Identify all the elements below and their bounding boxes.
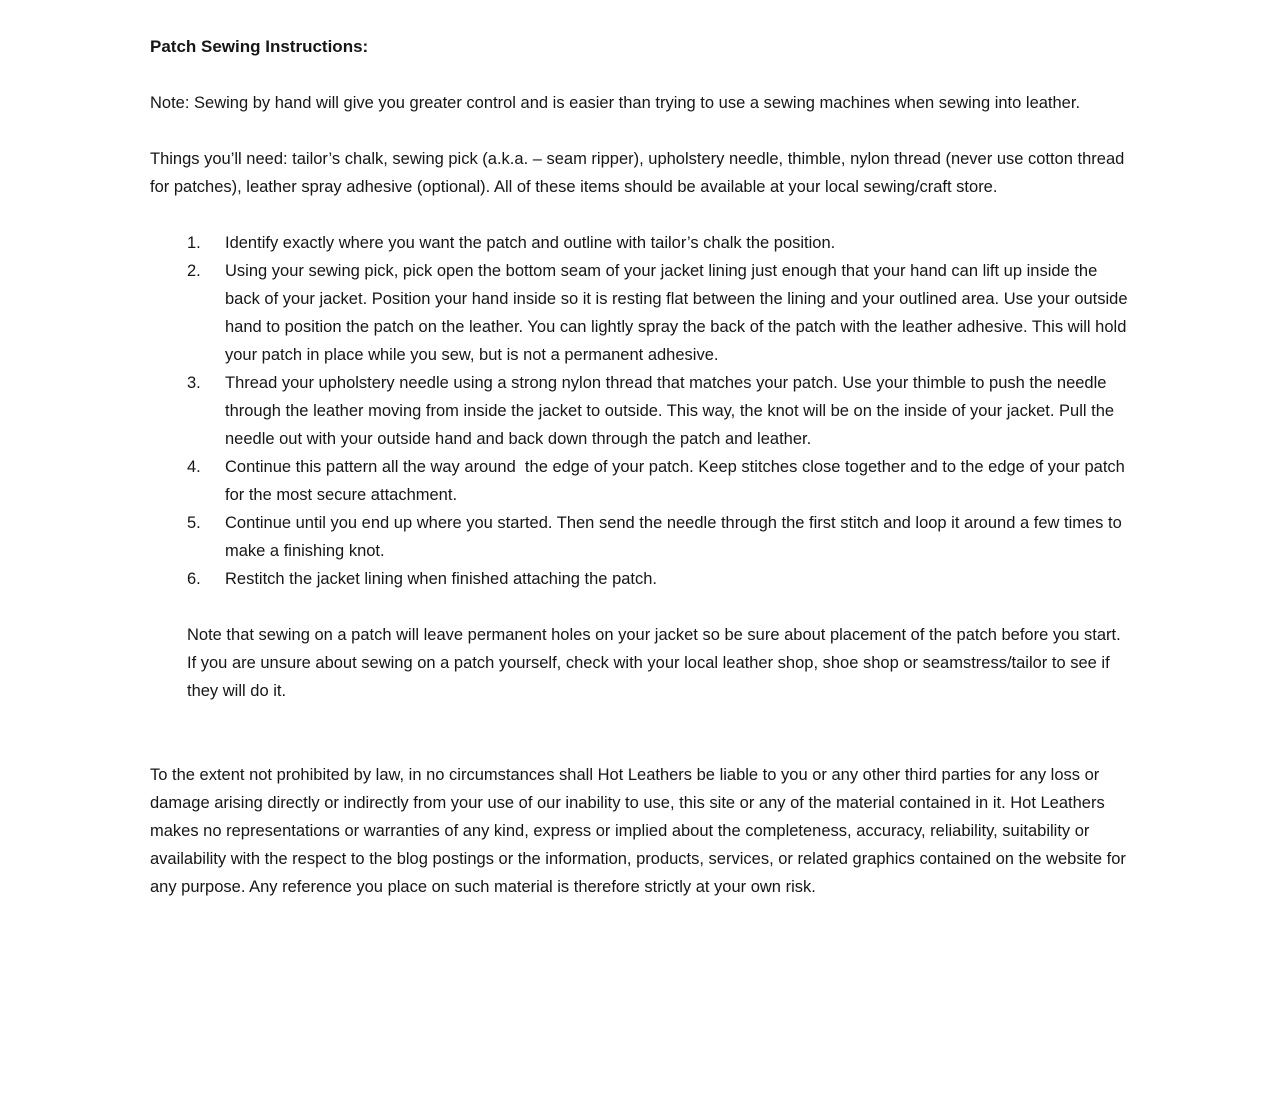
step-item-5	[150, 509, 1128, 565]
step-item-1	[150, 229, 1128, 257]
page-title: Patch Sewing Instructions:	[150, 37, 369, 56]
step-text: Continue until you end up where you started. Then send the needle through the first stitch and loop it around a few times to make a finishing knot.	[225, 514, 1127, 560]
step-text: Continue this pattern all the way around the edge of your patch. Keep stitches close together and to the edge of your patch for the most secure attachment.	[225, 458, 1130, 504]
step-number: 4.	[187, 458, 201, 476]
unsure-note-paragraph: If you are unsure about sewing on a patch yourself, check with your local leather shop, shoe shop or seamstress/tailor to see if they will do it.	[187, 654, 1110, 700]
step-text: Identify exactly where you want the patch and outline with tailor’s chalk the position.	[225, 234, 836, 252]
note-paragraph: Note: Sewing by hand will give you greater control and is easier than trying to use a sewing machines when sewing into leather.	[150, 94, 1081, 112]
step-number: 6.	[187, 570, 201, 588]
step-number: 2.	[187, 262, 201, 280]
step-text: Thread your upholstery needle using a strong nylon thread that matches your patch. Use your thimble to push the needle through the leather moving from inside the jacket to outside. This way, the knot will be on the inside of your jacket. Pull the needle out with your outside hand and back down through the patch and leather.	[225, 374, 1119, 448]
step-number: 1.	[187, 234, 201, 252]
supplies-paragraph: Things you’ll need: tailor’s chalk, sewing pick (a.k.a. – seam ripper), upholstery needle, thimble, nylon thread (never use cotton thread for patches), leather spray adhesive (optional). All of these items should be available at your local sewing/craft store.	[150, 150, 1125, 196]
placement-note-paragraph: Note that sewing on a patch will leave permanent holes on your jacket so be sure about placement of the patch before you start.	[187, 626, 1121, 644]
step-text: Restitch the jacket lining when finished attaching the patch.	[225, 570, 658, 588]
step-number: 5.	[187, 514, 201, 532]
step-number: 3.	[187, 374, 201, 392]
step-text: Using your sewing pick, pick open the bottom seam of your jacket lining just enough that your hand can lift up inside the back of your jacket. Position your hand inside so it is resting flat between the lining and your outlined area. Use your outside hand to position the patch on the leather. You can lightly spray the back of the patch with the leather adhesive. This will hold your patch in place while you sew, but is not a permanent adhesive.	[225, 262, 1133, 364]
step-item-2	[150, 257, 1133, 369]
step-item-3	[150, 369, 1128, 453]
step-item-6	[150, 565, 1128, 593]
steps-list	[150, 229, 1133, 593]
notes-block	[150, 621, 1128, 705]
document-content	[150, 33, 1133, 901]
step-item-4	[150, 453, 1128, 509]
disclaimer-paragraph: To the extent not prohibited by law, in no circumstances shall Hot Leathers be liable to you or any other third parties for any loss or damage arising directly or indirectly from your use of our inability to use, this site or any of the material contained in it. Hot Leathers makes no representations or warranties of any kind, express or implied about the completeness, accuracy, reliability, suitability or availability with the respect to the blog postings or the information, products, services, or related graphics contained on the website for any purpose. Any reference you place on such material is therefore strictly at your own risk.	[150, 766, 1126, 896]
